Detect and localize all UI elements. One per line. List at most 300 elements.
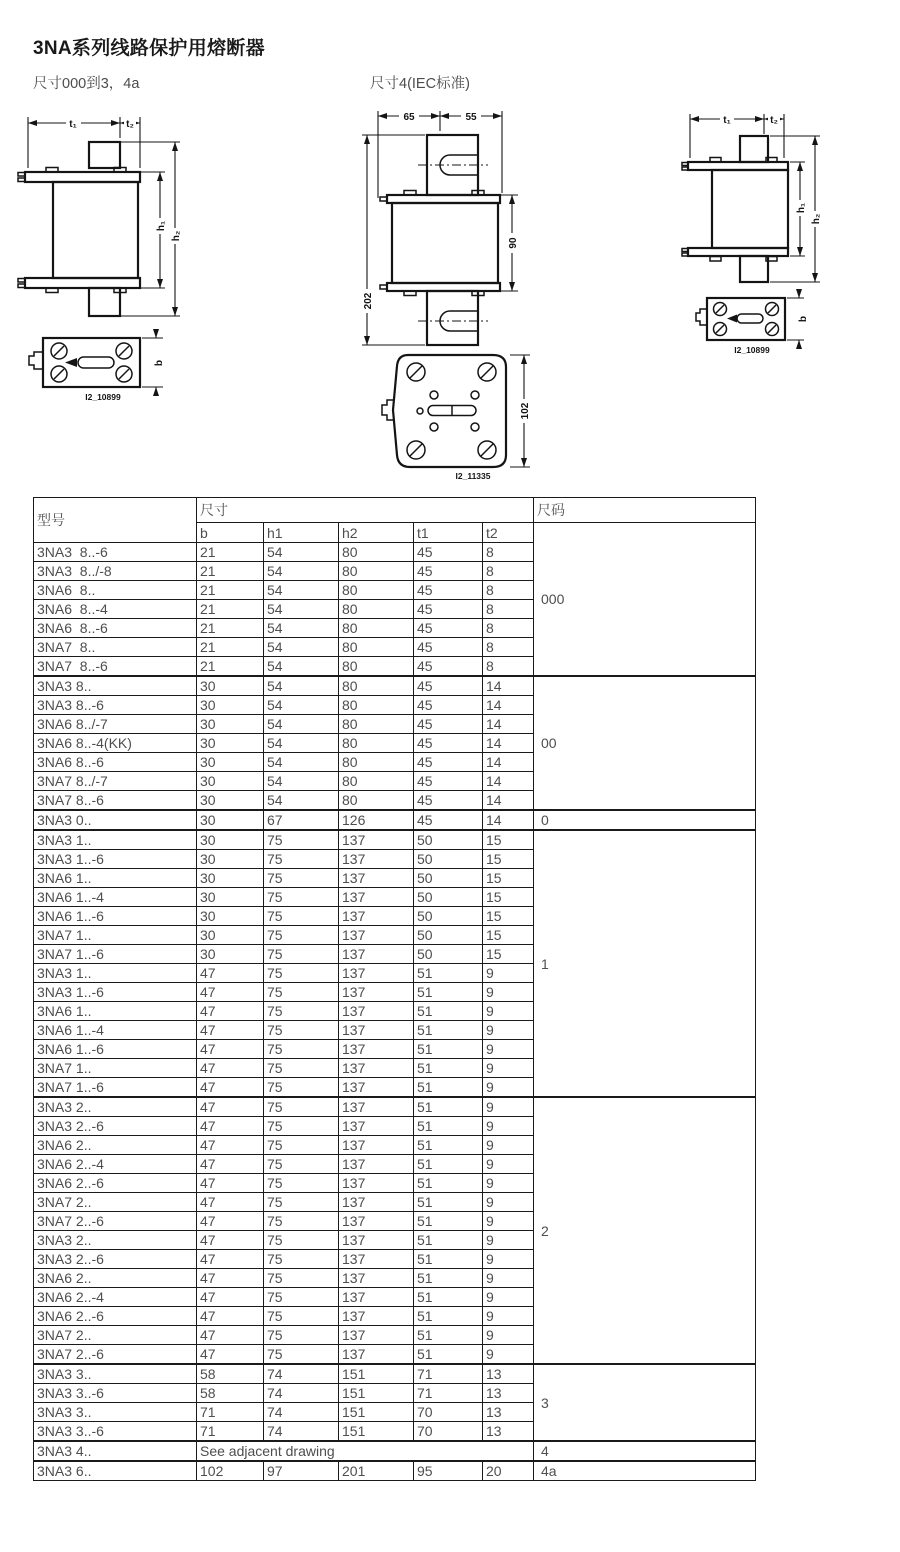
model-cell: 3NA3 0.. xyxy=(34,810,197,830)
side-tab xyxy=(696,309,707,325)
model-cell: 3NA6 8.. xyxy=(34,581,197,600)
dim-cell: 151 xyxy=(339,1384,414,1403)
model-cell: 3NA3 8.. xyxy=(34,676,197,696)
dim-cell: 75 xyxy=(264,1174,339,1193)
dim-label-202: 202 xyxy=(363,292,374,310)
dim-cell: 50 xyxy=(414,888,483,907)
dim-cell: 137 xyxy=(339,1021,414,1040)
dim-cell: 50 xyxy=(414,945,483,964)
dim-cell: 50 xyxy=(414,907,483,926)
dim-cell: 47 xyxy=(197,1288,264,1307)
dim-cell: 9 xyxy=(483,1155,534,1174)
dim-cell: 75 xyxy=(264,1097,339,1117)
model-cell: 3NA3 1.. xyxy=(34,964,197,983)
dim-cell: 95 xyxy=(414,1461,483,1481)
dim-label-h1: h₁ xyxy=(156,220,167,232)
dim-cell: 54 xyxy=(264,543,339,562)
dim-cell: 9 xyxy=(483,964,534,983)
header-col-h1: h1 xyxy=(264,523,339,543)
dim-cell: 45 xyxy=(414,810,483,830)
top-flange xyxy=(25,172,140,182)
dim-cell: 51 xyxy=(414,1040,483,1059)
dim-cell: 75 xyxy=(264,983,339,1002)
size-code-cell: 2 xyxy=(534,1097,756,1364)
size-code-cell: 4a xyxy=(534,1461,756,1481)
dim-cell: 15 xyxy=(483,869,534,888)
dim-cell: 47 xyxy=(197,1326,264,1345)
dim-cell: 30 xyxy=(197,907,264,926)
dim-cell: 47 xyxy=(197,983,264,1002)
drawing-code: I2_10899 xyxy=(85,392,121,402)
dim-cell: 21 xyxy=(197,657,264,677)
size-code-cell: 1 xyxy=(534,830,756,1097)
dim-cell: 30 xyxy=(197,772,264,791)
dim-cell: 9 xyxy=(483,1212,534,1231)
model-cell: 3NA3 3.. xyxy=(34,1364,197,1384)
dim-cell: 8 xyxy=(483,581,534,600)
dim-cell: 15 xyxy=(483,888,534,907)
dim-cell: 9 xyxy=(483,1193,534,1212)
dim-cell: 80 xyxy=(339,696,414,715)
dim-cell: 54 xyxy=(264,753,339,772)
header-model: 型号 xyxy=(34,498,197,543)
dim-cell: 51 xyxy=(414,1097,483,1117)
dimension-table xyxy=(33,497,756,1481)
dim-cell: 75 xyxy=(264,1231,339,1250)
model-cell: 3NA7 8../-7 xyxy=(34,772,197,791)
model-cell: 3NA7 1..-6 xyxy=(34,945,197,964)
dim-cell: 15 xyxy=(483,907,534,926)
model-cell: 3NA6 1..-4 xyxy=(34,888,197,907)
dim-cell: 47 xyxy=(197,1021,264,1040)
table-row xyxy=(34,1441,756,1461)
dim-cell: 80 xyxy=(339,657,414,677)
dim-cell: 47 xyxy=(197,1155,264,1174)
dim-cell: 51 xyxy=(414,1212,483,1231)
dim-cell: 45 xyxy=(414,791,483,811)
model-cell: 3NA6 8..-6 xyxy=(34,753,197,772)
model-cell: 3NA6 2.. xyxy=(34,1269,197,1288)
dim-cell: 80 xyxy=(339,772,414,791)
table-row xyxy=(34,1364,756,1384)
dim-cell: 21 xyxy=(197,562,264,581)
dim-cell: 8 xyxy=(483,600,534,619)
dim-cell: 67 xyxy=(264,810,339,830)
model-cell: 3NA6 1..-6 xyxy=(34,907,197,926)
dim-span-cell: See adjacent drawing xyxy=(197,1441,534,1461)
model-cell: 3NA3 3..-6 xyxy=(34,1422,197,1442)
dim-cell: 137 xyxy=(339,1059,414,1078)
dim-cell: 14 xyxy=(483,753,534,772)
bottom-flange xyxy=(688,248,788,256)
model-cell: 3NA3 2..-6 xyxy=(34,1117,197,1136)
dim-cell: 20 xyxy=(483,1461,534,1481)
dim-cell: 75 xyxy=(264,926,339,945)
dim-cell: 54 xyxy=(264,638,339,657)
dim-cell: 75 xyxy=(264,1269,339,1288)
dim-cell: 51 xyxy=(414,1288,483,1307)
dim-cell: 30 xyxy=(197,888,264,907)
dim-cell: 47 xyxy=(197,1212,264,1231)
mounting-plate-bottom-view xyxy=(378,350,543,482)
dim-cell: 9 xyxy=(483,983,534,1002)
dim-cell: 47 xyxy=(197,1307,264,1326)
dim-cell: 9 xyxy=(483,1002,534,1021)
dim-cell: 51 xyxy=(414,1231,483,1250)
dim-cell: 9 xyxy=(483,1231,534,1250)
dim-cell: 74 xyxy=(264,1384,339,1403)
dim-cell: 47 xyxy=(197,1269,264,1288)
dim-cell: 9 xyxy=(483,1250,534,1269)
dim-cell: 14 xyxy=(483,696,534,715)
dim-cell: 47 xyxy=(197,1040,264,1059)
model-cell: 3NA6 8../-7 xyxy=(34,715,197,734)
dim-cell: 9 xyxy=(483,1326,534,1345)
model-cell: 3NA7 2.. xyxy=(34,1326,197,1345)
caption-sizes-000-to-3: 尺寸000到3，4a xyxy=(33,76,140,92)
model-cell: 3NA7 1.. xyxy=(34,926,197,945)
model-cell: 3NA3 6.. xyxy=(34,1461,197,1481)
dim-cell: 9 xyxy=(483,1021,534,1040)
dim-cell: 51 xyxy=(414,1250,483,1269)
dim-cell: 75 xyxy=(264,1155,339,1174)
model-cell: 3NA3 2.. xyxy=(34,1231,197,1250)
dim-cell: 137 xyxy=(339,1250,414,1269)
dim-cell: 54 xyxy=(264,619,339,638)
dim-cell: 51 xyxy=(414,1078,483,1098)
dim-cell: 74 xyxy=(264,1403,339,1422)
model-cell: 3NA7 8..-6 xyxy=(34,657,197,677)
dim-cell: 75 xyxy=(264,945,339,964)
dim-cell: 45 xyxy=(414,696,483,715)
model-cell: 3NA6 8..-4(KK) xyxy=(34,734,197,753)
dim-cell: 51 xyxy=(414,983,483,1002)
model-cell: 3NA6 2..-4 xyxy=(34,1288,197,1307)
dim-cell: 137 xyxy=(339,850,414,869)
model-cell: 3NA3 1.. xyxy=(34,830,197,850)
dim-cell: 14 xyxy=(483,676,534,696)
dim-cell: 137 xyxy=(339,1040,414,1059)
dim-cell: 50 xyxy=(414,850,483,869)
dim-cell: 13 xyxy=(483,1422,534,1442)
dim-cell: 80 xyxy=(339,600,414,619)
header-size-code: 尺码 xyxy=(534,498,756,523)
dim-cell: 80 xyxy=(339,638,414,657)
dim-cell: 47 xyxy=(197,1231,264,1250)
dim-cell: 9 xyxy=(483,1078,534,1098)
dim-cell: 9 xyxy=(483,1269,534,1288)
dim-cell: 30 xyxy=(197,791,264,811)
dim-cell: 13 xyxy=(483,1384,534,1403)
dim-cell: 137 xyxy=(339,1117,414,1136)
dim-cell: 54 xyxy=(264,562,339,581)
dim-cell: 75 xyxy=(264,907,339,926)
bottom-flange xyxy=(25,278,140,288)
dim-cell: 137 xyxy=(339,1136,414,1155)
dim-cell: 137 xyxy=(339,888,414,907)
dim-cell: 75 xyxy=(264,1059,339,1078)
dim-cell: 75 xyxy=(264,1288,339,1307)
dim-label-65: 65 xyxy=(403,112,415,123)
dim-cell: 137 xyxy=(339,1345,414,1365)
dim-cell: 15 xyxy=(483,926,534,945)
dim-cell: 151 xyxy=(339,1364,414,1384)
model-cell: 3NA6 1..-6 xyxy=(34,1040,197,1059)
dim-cell: 137 xyxy=(339,1193,414,1212)
dim-cell: 51 xyxy=(414,1345,483,1365)
dim-cell: 71 xyxy=(197,1403,264,1422)
dim-cell: 30 xyxy=(197,810,264,830)
dim-cell: 75 xyxy=(264,1345,339,1365)
model-cell: 3NA3 1..-6 xyxy=(34,850,197,869)
dim-cell: 137 xyxy=(339,1307,414,1326)
dim-cell: 45 xyxy=(414,753,483,772)
dim-cell: 30 xyxy=(197,850,264,869)
dim-label-55: 55 xyxy=(465,112,477,123)
model-cell: 3NA6 1.. xyxy=(34,1002,197,1021)
dim-cell: 51 xyxy=(414,1059,483,1078)
dim-cell: 9 xyxy=(483,1174,534,1193)
model-cell: 3NA6 2..-6 xyxy=(34,1174,197,1193)
dim-cell: 51 xyxy=(414,964,483,983)
dim-cell: 80 xyxy=(339,715,414,734)
dim-cell: 14 xyxy=(483,810,534,830)
size-code-cell: 000 xyxy=(534,523,756,677)
dim-label-h1: h₁ xyxy=(796,202,807,214)
dim-cell: 75 xyxy=(264,1326,339,1345)
dim-cell: 50 xyxy=(414,869,483,888)
dim-cell: 97 xyxy=(264,1461,339,1481)
plate-outline xyxy=(393,355,506,467)
fuse-bottom-view xyxy=(43,338,140,387)
dim-cell: 51 xyxy=(414,1193,483,1212)
dim-cell: 8 xyxy=(483,638,534,657)
dim-cell: 151 xyxy=(339,1422,414,1442)
dim-cell: 80 xyxy=(339,676,414,696)
dim-cell: 137 xyxy=(339,1269,414,1288)
dim-cell: 15 xyxy=(483,830,534,850)
dim-cell: 54 xyxy=(264,600,339,619)
dim-cell: 30 xyxy=(197,734,264,753)
dim-cell: 45 xyxy=(414,734,483,753)
dim-cell: 71 xyxy=(414,1384,483,1403)
dim-cell: 9 xyxy=(483,1117,534,1136)
header-dimensions: 尺寸 xyxy=(197,498,534,523)
dim-cell: 45 xyxy=(414,600,483,619)
dim-cell: 47 xyxy=(197,1250,264,1269)
dim-cell: 137 xyxy=(339,1002,414,1021)
dim-cell: 47 xyxy=(197,1002,264,1021)
model-cell: 3NA6 1.. xyxy=(34,869,197,888)
dim-cell: 51 xyxy=(414,1174,483,1193)
dim-cell: 47 xyxy=(197,1345,264,1365)
table-row xyxy=(34,830,756,850)
dim-cell: 137 xyxy=(339,964,414,983)
dim-cell: 30 xyxy=(197,715,264,734)
drawing-code: I2_10899 xyxy=(734,345,770,355)
dim-cell: 13 xyxy=(483,1403,534,1422)
dim-cell: 47 xyxy=(197,1193,264,1212)
bottom-blade-contact xyxy=(427,291,478,345)
dim-cell: 47 xyxy=(197,1078,264,1098)
dim-cell: 75 xyxy=(264,1021,339,1040)
dim-cell: 70 xyxy=(414,1422,483,1442)
table-row xyxy=(34,810,756,830)
header-col-t2: t2 xyxy=(483,523,534,543)
dim-cell: 137 xyxy=(339,1078,414,1098)
header-col-b: b xyxy=(197,523,264,543)
model-cell: 3NA3 8..-6 xyxy=(34,543,197,562)
dim-cell: 75 xyxy=(264,1078,339,1098)
model-cell: 3NA7 8..-6 xyxy=(34,791,197,811)
dim-cell: 45 xyxy=(414,657,483,677)
dim-cell: 137 xyxy=(339,1174,414,1193)
blade-slot xyxy=(78,357,114,368)
dim-cell: 21 xyxy=(197,600,264,619)
dim-label-90: 90 xyxy=(508,237,519,249)
model-cell: 3NA3 3..-6 xyxy=(34,1384,197,1403)
model-cell: 3NA3 2.. xyxy=(34,1097,197,1117)
side-tab xyxy=(29,352,43,369)
dim-cell: 75 xyxy=(264,830,339,850)
dim-cell: 8 xyxy=(483,543,534,562)
dim-cell: 45 xyxy=(414,619,483,638)
dim-cell: 9 xyxy=(483,1040,534,1059)
bottom-flange xyxy=(387,283,500,291)
header-col-t1: t1 xyxy=(414,523,483,543)
size-code-cell: 4 xyxy=(534,1441,756,1461)
dim-cell: 75 xyxy=(264,1250,339,1269)
dim-cell: 45 xyxy=(414,638,483,657)
dim-cell: 75 xyxy=(264,850,339,869)
header-row xyxy=(34,498,756,523)
dim-cell: 80 xyxy=(339,562,414,581)
model-cell: 3NA6 1..-4 xyxy=(34,1021,197,1040)
dim-cell: 9 xyxy=(483,1059,534,1078)
model-cell: 3NA7 1..-6 xyxy=(34,1078,197,1098)
dim-cell: 51 xyxy=(414,1021,483,1040)
screw-icon xyxy=(714,303,779,336)
dim-cell: 30 xyxy=(197,830,264,850)
dim-cell: 47 xyxy=(197,964,264,983)
dim-cell: 47 xyxy=(197,1117,264,1136)
model-cell: 3NA3 2..-6 xyxy=(34,1250,197,1269)
dim-cell: 75 xyxy=(264,869,339,888)
dim-cell: 126 xyxy=(339,810,414,830)
dim-label-b: b xyxy=(154,359,165,367)
dim-cell: 75 xyxy=(264,1136,339,1155)
top-blade-contact xyxy=(89,142,120,168)
dim-cell: 70 xyxy=(414,1403,483,1422)
dim-cell: 54 xyxy=(264,676,339,696)
top-flange xyxy=(688,162,788,170)
dim-cell: 54 xyxy=(264,772,339,791)
dim-cell: 8 xyxy=(483,562,534,581)
screw-icon xyxy=(51,343,132,382)
dim-cell: 45 xyxy=(414,581,483,600)
dim-label-t1: t₁ xyxy=(723,115,731,126)
dim-cell: 137 xyxy=(339,830,414,850)
dim-cell: 137 xyxy=(339,1155,414,1174)
dim-cell: 45 xyxy=(414,562,483,581)
dim-cell: 30 xyxy=(197,926,264,945)
dim-cell: 137 xyxy=(339,1231,414,1250)
top-blade-contact xyxy=(740,136,768,162)
model-cell: 3NA7 8.. xyxy=(34,638,197,657)
dim-cell: 21 xyxy=(197,543,264,562)
dim-cell: 71 xyxy=(197,1422,264,1442)
model-cell: 3NA6 2..-6 xyxy=(34,1307,197,1326)
top-flange xyxy=(387,195,500,203)
dim-cell: 30 xyxy=(197,696,264,715)
dim-cell: 80 xyxy=(339,734,414,753)
model-cell: 3NA6 2.. xyxy=(34,1136,197,1155)
fuse-bottom-view xyxy=(707,298,785,340)
fuse-outline-drawing-left xyxy=(18,108,193,406)
dim-cell: 74 xyxy=(264,1364,339,1384)
dim-cell: 80 xyxy=(339,619,414,638)
model-cell: 3NA3 4.. xyxy=(34,1441,197,1461)
page-title: 3NA系列线路保护用熔断器 xyxy=(33,38,265,59)
caption-size-4-iec: 尺寸4(IEC标准) xyxy=(370,76,470,92)
dim-cell: 8 xyxy=(483,657,534,677)
dim-cell: 14 xyxy=(483,772,534,791)
dim-cell: 14 xyxy=(483,715,534,734)
dim-cell: 14 xyxy=(483,734,534,753)
dim-cell: 75 xyxy=(264,1117,339,1136)
dim-cell: 51 xyxy=(414,1307,483,1326)
dim-cell: 51 xyxy=(414,1155,483,1174)
dim-cell: 54 xyxy=(264,715,339,734)
dim-cell: 15 xyxy=(483,945,534,964)
dim-cell: 14 xyxy=(483,791,534,811)
model-cell: 3NA7 2..-6 xyxy=(34,1345,197,1365)
dim-cell: 137 xyxy=(339,869,414,888)
dim-cell: 51 xyxy=(414,1269,483,1288)
dim-cell: 137 xyxy=(339,1288,414,1307)
dim-cell: 51 xyxy=(414,1136,483,1155)
dim-cell: 50 xyxy=(414,830,483,850)
dim-cell: 75 xyxy=(264,1307,339,1326)
dim-cell: 9 xyxy=(483,1097,534,1117)
dim-cell: 80 xyxy=(339,581,414,600)
fuse-outline-drawing-size4 xyxy=(352,103,552,348)
model-cell: 3NA6 2..-4 xyxy=(34,1155,197,1174)
dim-cell: 75 xyxy=(264,1193,339,1212)
dim-cell: 51 xyxy=(414,1002,483,1021)
dim-cell: 75 xyxy=(264,888,339,907)
dim-cell: 21 xyxy=(197,619,264,638)
dim-label-h2: h₂ xyxy=(171,230,182,242)
dim-cell: 50 xyxy=(414,926,483,945)
dim-cell: 58 xyxy=(197,1384,264,1403)
dim-cell: 201 xyxy=(339,1461,414,1481)
dim-cell: 80 xyxy=(339,791,414,811)
dim-cell: 102 xyxy=(197,1461,264,1481)
header-col-h2: h2 xyxy=(339,523,414,543)
size-code-cell: 00 xyxy=(534,676,756,810)
size-code-cell: 3 xyxy=(534,1364,756,1441)
dim-label-t1: t₁ xyxy=(69,119,77,130)
dim-cell: 54 xyxy=(264,791,339,811)
dim-label-t2: t₂ xyxy=(126,119,134,130)
dim-cell: 75 xyxy=(264,1212,339,1231)
table-row xyxy=(34,1461,756,1481)
dim-cell: 45 xyxy=(414,543,483,562)
dim-cell: 30 xyxy=(197,676,264,696)
dim-cell: 9 xyxy=(483,1288,534,1307)
dim-cell: 13 xyxy=(483,1364,534,1384)
